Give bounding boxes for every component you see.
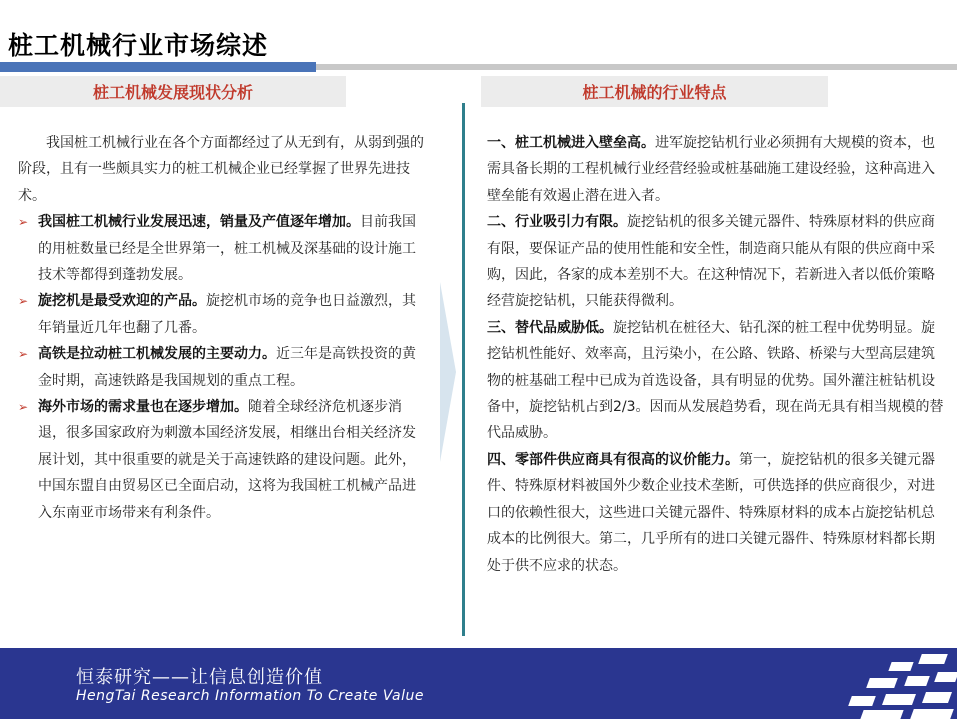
right-item-1 bbox=[487, 130, 947, 209]
item-heading: 三、替代品威胁低。 bbox=[487, 319, 613, 336]
right-item-4 bbox=[487, 447, 947, 579]
left-bullet-3 bbox=[18, 341, 426, 394]
right-item-3 bbox=[487, 315, 947, 447]
bullet-text: 旋挖机市场的竞争也日益激烈，其年销量近几年也翻了几番。 bbox=[38, 293, 416, 336]
left-intro: 我国桩工机械行业在各个方面都经过了从无到有，从弱到强的阶段，且有一些颇具实力的桩工机械企业已经掌握了世界先进技术。 bbox=[18, 135, 424, 204]
footer-slogan-cn: 恒泰研究——让信息创造价值 bbox=[76, 667, 323, 688]
title-underline-rule bbox=[316, 64, 957, 70]
item-text: 进军旋挖钻机行业必须拥有大规模的资本，也需具备长期的工程机械行业经营经验或桩基础施工建设经验，这种高进入壁垒能有效遏止潜在进入者。 bbox=[487, 135, 935, 204]
item-text: 旋挖钻机的很多关键元器件、特殊原材料的供应商有限，要保证产品的使用性能和安全性，制造商只能从有限的供应商中采购，因此，各家的成本差别不大。在这种情况下，若新进入者以低价策略经营旋挖钻机，只能获得微利。 bbox=[487, 214, 935, 310]
bullet-text: 目前我国的用桩数量已经是全世界第一，桩工机械及深基础的设计施工技术等都得到蓬勃发展。 bbox=[38, 214, 416, 284]
item-text: 旋挖钻机在桩径大、钻孔深的桩工程中优势明显。旋挖钻机性能好、效率高，且污染小，在公路、铁路、桥梁与大型高层建筑物的桩基础工程中已成为首选设备，具有明显的优势。国外灌注桩钻机设备中，旋挖钻机占到2/3。因而从发展趋势看，现在尚无具有相当规模的替代品威胁。 bbox=[487, 319, 944, 442]
bullet-arrow-icon: ➢ bbox=[18, 400, 29, 415]
left-column bbox=[18, 130, 426, 526]
right-section-heading: 桩工机械的行业特点 bbox=[481, 76, 828, 107]
bullet-heading: 我国桩工机械行业发展迅速，销量及产值逐年增加。 bbox=[38, 214, 360, 231]
bullet-text: 随着全球经济危机逐步消退，很多国家政府为刺激本国经济发展，相继出台相关经济发展计划，其中很重要的就是关于高速铁路的建设问题。此外，中国东盟自由贸易区已全面启动，这将为我国桩工机械产品进入东南亚市场带来有利条件。 bbox=[38, 399, 416, 521]
bullet-arrow-icon: ➢ bbox=[18, 215, 29, 230]
left-bullet-1 bbox=[18, 209, 426, 288]
bullet-text: 近三年是高铁投资的黄金时期，高速铁路是我国规划的重点工程。 bbox=[38, 346, 416, 389]
column-divider bbox=[462, 103, 465, 636]
footer-banner bbox=[0, 648, 957, 719]
item-text: 第一，旋挖钻机的很多关键元器件、特殊原材料被国外少数企业技术垄断，可供选择的供应商很少，对进口的依赖性很大，这些进口关键元器件、特殊原材料的成本占旋挖钻机总成本的比例很大。第二，几乎所有的进口关键元器件、特殊原材料都长期处于供不应求的状态。 bbox=[487, 451, 935, 574]
divider-arrow-icon bbox=[440, 282, 456, 462]
bullet-arrow-icon: ➢ bbox=[18, 347, 29, 362]
left-bullet-2 bbox=[18, 288, 426, 341]
title-underline-accent bbox=[0, 62, 316, 72]
right-column bbox=[487, 130, 947, 579]
bullet-arrow-icon: ➢ bbox=[18, 294, 29, 309]
item-heading: 四、零部件供应商具有很高的议价能力。 bbox=[487, 451, 739, 468]
bullet-heading: 旋挖机是最受欢迎的产品。 bbox=[38, 293, 206, 310]
left-bullet-4 bbox=[18, 394, 426, 526]
item-heading: 二、行业吸引力有限。 bbox=[487, 214, 627, 231]
item-heading: 一、桩工机械进入壁垒高。 bbox=[487, 135, 655, 151]
page-title: 桩工机械行业市场综述 bbox=[8, 31, 269, 60]
bullet-heading: 海外市场的需求量也在逐步增加。 bbox=[38, 399, 248, 416]
footer-slogan-en: HengTai Research Information To Create Value bbox=[76, 688, 424, 704]
right-item-2 bbox=[487, 209, 947, 315]
bullet-heading: 高铁是拉动桩工机械发展的主要动力。 bbox=[38, 346, 276, 363]
left-section-heading: 桩工机械发展现状分析 bbox=[0, 76, 346, 107]
